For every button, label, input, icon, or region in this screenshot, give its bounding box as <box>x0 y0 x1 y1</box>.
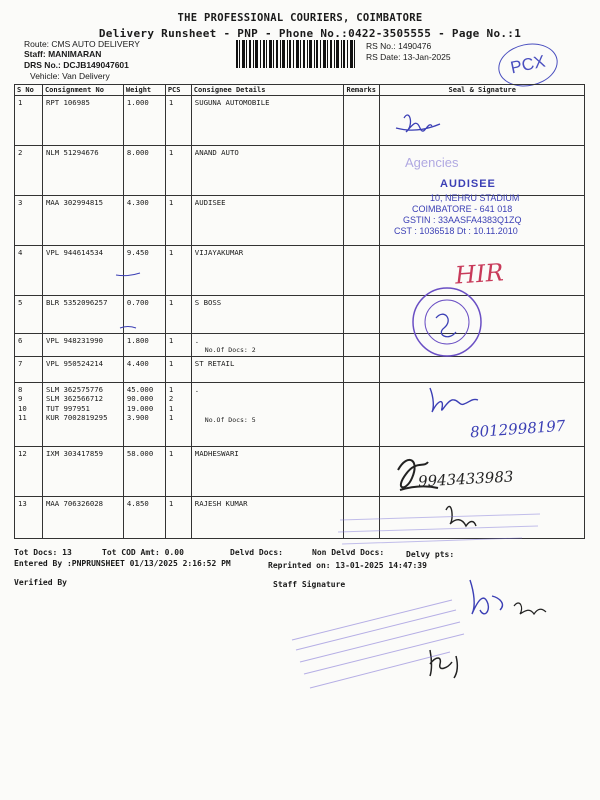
cell-consignment-value: TUT 997951 <box>45 403 90 413</box>
cell-pcs <box>165 246 191 296</box>
cell-weight <box>123 246 165 296</box>
col-consignment: Consignment No <box>42 85 123 96</box>
cell-consignee <box>191 356 344 382</box>
cell-consignment-value: KUR 7002819295 <box>45 413 108 422</box>
cell-consignment <box>42 356 123 382</box>
cell-consignment <box>42 246 123 296</box>
staff-label: Staff: MANIMARAN <box>24 49 102 59</box>
cell-sno-value: 5 <box>18 298 23 307</box>
consignee-name: RAJESH KUMAR <box>194 498 248 508</box>
cell-consignment-value: BLR 5352096257 <box>45 298 108 307</box>
col-remarks: Remarks <box>344 85 380 96</box>
cell-pcs-value: 1 <box>168 248 174 257</box>
non-delvd-docs: Non Delvd Docs: <box>312 548 385 557</box>
cell-pcs <box>165 356 191 382</box>
cell-pcs-value: 1 <box>168 358 174 368</box>
cell-weight-value: 58.000 <box>126 448 154 458</box>
cell-pcs <box>165 446 191 496</box>
staff-signature-2 <box>514 603 546 614</box>
cell-consignee <box>191 196 344 246</box>
table-row <box>15 96 585 146</box>
cell-consignment-value: SLM 362575776 <box>45 384 104 394</box>
reprinted-on: Reprinted on: 13-01-2025 14:47:39 <box>268 561 427 570</box>
cell-weight-value: 4.400 <box>126 358 149 368</box>
consignee-name: . <box>194 384 200 394</box>
cell-sno <box>15 446 43 496</box>
delvd-docs: Delvd Docs: <box>230 548 283 557</box>
consignee-name: AUDISEE <box>194 198 226 207</box>
cell-consignment-value: SLM 362566712 <box>45 394 104 403</box>
cell-consignment <box>42 496 123 538</box>
cell-remarks <box>344 146 380 196</box>
cell-weight-value: 8.000 <box>126 148 149 157</box>
cell-weight <box>123 146 165 196</box>
audisee-stamp-addr2: COIMBATORE - 641 018 <box>412 204 513 214</box>
cell-sno-value: 3 <box>18 198 23 207</box>
cell-consignment <box>42 382 123 446</box>
consignee-name: . <box>194 336 200 345</box>
cell-consignee <box>191 382 344 446</box>
cell-weight-value: 90.000 <box>126 394 154 403</box>
cell-pcs-value: 1 <box>168 384 174 394</box>
cell-consignment-value: NLM 51294676 <box>45 148 99 157</box>
cell-sno <box>15 356 43 382</box>
cell-pcs-value: 1 <box>168 448 174 458</box>
staff-signature-1 <box>470 580 502 614</box>
cell-pcs <box>165 96 191 146</box>
cell-sno <box>15 334 43 357</box>
cell-consignment <box>42 96 123 146</box>
staff-signature-label: Staff Signature <box>273 580 346 589</box>
audisee-stamp-cst: CST : 1036518 Dt : 10.11.2010 <box>394 226 518 236</box>
cell-consignment-value: VPL 944614534 <box>45 248 104 257</box>
cell-sno <box>15 496 43 538</box>
cell-sno <box>15 146 43 196</box>
handwritten-phone-row8: 8012998197 <box>469 416 566 442</box>
col-sno: S No <box>15 85 43 96</box>
cell-signature <box>380 96 585 146</box>
cell-consignment <box>42 196 123 246</box>
pcx-stamp: PCX <box>494 38 561 92</box>
cell-pcs-value: 1 <box>168 148 174 157</box>
cell-weight <box>123 356 165 382</box>
audisee-stamp-addr1: 10, NEHRU STADIUM <box>430 193 520 203</box>
cell-weight-value: 1.800 <box>126 336 149 345</box>
consignee-name: ANAND AUTO <box>194 148 239 157</box>
cell-consignee <box>191 334 344 357</box>
cell-pcs-value: 1 <box>168 413 174 422</box>
cell-consignee <box>191 446 344 496</box>
table-row <box>15 356 585 382</box>
cell-consignment <box>42 334 123 357</box>
docs-count: No.Of Docs: 5 <box>204 416 256 424</box>
verified-by: Verified By <box>14 578 67 587</box>
cell-sno-value: 4 <box>18 248 23 257</box>
cell-consignee <box>191 496 344 538</box>
cell-sno-value: 1 <box>18 98 23 107</box>
handwritten-phone-row12: 9943433983 <box>417 467 514 491</box>
cell-pcs-value: 1 <box>168 98 174 107</box>
rs-number: RS No.: 1490476 <box>366 41 432 51</box>
cell-weight-value: 4.300 <box>126 198 149 207</box>
table-row <box>15 334 585 357</box>
cell-sno-value: 12 <box>18 448 27 458</box>
cell-pcs <box>165 382 191 446</box>
col-consignee: Consignee Details <box>191 85 344 96</box>
consignee-name: ST RETAIL <box>194 358 235 368</box>
cell-sno-value: 2 <box>18 148 23 157</box>
delvy-pts: Delvy pts: <box>406 550 455 559</box>
cell-consignment-value: VPL 948231990 <box>45 336 104 345</box>
tot-docs: Tot Docs: 13 <box>14 548 72 557</box>
cell-sno-value: 8 <box>18 384 23 394</box>
cell-pcs <box>165 334 191 357</box>
cell-weight <box>123 382 165 446</box>
cell-consignment-value: MAA 302994815 <box>45 198 104 207</box>
cell-weight-value: 3.900 <box>126 413 149 422</box>
agencies-stamp: Agencies <box>405 155 459 170</box>
cell-weight-value: 1.000 <box>126 98 149 107</box>
cell-remarks <box>344 196 380 246</box>
cell-sno <box>15 382 43 446</box>
route-label: Route: CMS AUTO DELIVERY <box>24 39 140 49</box>
cell-remarks <box>344 246 380 296</box>
faded-stamp-bottom <box>292 600 464 688</box>
cell-sno <box>15 196 43 246</box>
table-row <box>15 146 585 196</box>
cell-consignee <box>191 296 344 334</box>
cell-weight <box>123 496 165 538</box>
cell-weight-value: 9.450 <box>126 248 149 257</box>
consignee-name: VIJAYAKUMAR <box>194 248 244 257</box>
vehicle-label: Vehicle: Van Delivery <box>30 71 110 81</box>
consignee-name: MADHESWARI <box>194 448 239 458</box>
cell-pcs <box>165 296 191 334</box>
cell-consignee <box>191 96 344 146</box>
handwritten-row4: HIR <box>454 258 505 290</box>
cell-pcs <box>165 196 191 246</box>
cell-signature <box>380 334 585 357</box>
cell-remarks <box>344 96 380 146</box>
cell-sno-value: 6 <box>18 336 23 345</box>
cell-remarks <box>344 334 380 357</box>
cell-weight-value: 0.700 <box>126 298 149 307</box>
cell-weight <box>123 334 165 357</box>
cell-pcs-value: 1 <box>168 198 174 207</box>
cell-remarks <box>344 496 380 538</box>
table-row <box>15 496 585 538</box>
cell-consignment-value: RPT 106985 <box>45 98 90 107</box>
cell-pcs-value: 1 <box>168 403 174 413</box>
cell-consignee <box>191 246 344 296</box>
cell-weight-value: 19.000 <box>126 403 154 413</box>
col-signature: Seal & Signature <box>380 85 585 96</box>
cell-remarks <box>344 446 380 496</box>
cell-sno <box>15 96 43 146</box>
table-row <box>15 296 585 334</box>
docs-count: No.Of Docs: 2 <box>204 345 256 354</box>
cell-remarks <box>344 356 380 382</box>
cell-weight-value: 4.850 <box>126 498 149 508</box>
tot-cod: Tot COD Amt: 0.00 <box>102 548 184 557</box>
table-header <box>15 85 585 96</box>
cell-consignment <box>42 146 123 196</box>
cell-consignment <box>42 446 123 496</box>
cell-consignment <box>42 296 123 334</box>
cell-signature <box>380 356 585 382</box>
staff-signature-3 <box>430 650 457 678</box>
cell-signature <box>380 296 585 334</box>
entered-by: Entered By :PNPRUNSHEET 01/13/2025 2:16:52 PM <box>14 559 231 568</box>
col-weight: Weight <box>123 85 165 96</box>
audisee-stamp-name: AUDISEE <box>440 178 496 190</box>
cell-weight <box>123 96 165 146</box>
consignee-name: S BOSS <box>194 298 222 307</box>
cell-pcs-value: 1 <box>168 336 174 345</box>
col-pcs: PCS <box>165 85 191 96</box>
cell-sno-value: 10 <box>18 403 27 413</box>
cell-pcs-value: 1 <box>168 298 174 307</box>
cell-signature <box>380 496 585 538</box>
drs-number: DRS No.: DCJB149047601 <box>24 60 129 70</box>
cell-sno <box>15 296 43 334</box>
company-title: THE PROFESSIONAL COURIERS, COIMBATORE <box>177 12 423 24</box>
cell-pcs-value: 1 <box>168 498 174 508</box>
cell-remarks <box>344 296 380 334</box>
cell-pcs <box>165 496 191 538</box>
cell-pcs-value: 2 <box>168 394 174 403</box>
cell-sno-value: 9 <box>18 394 23 403</box>
consignee-name: SUGUNA AUTOMOBILE <box>194 98 270 107</box>
runsheet-title: Delivery Runsheet - PNP - Phone No.:0422-3505555 - Page No.:1 <box>98 27 522 40</box>
cell-weight <box>123 446 165 496</box>
audisee-stamp-gstin: GSTIN : 33AASFA4383Q1ZQ <box>403 215 522 225</box>
cell-consignment-value: IXM 303417859 <box>45 448 104 458</box>
cell-weight-value: 45.000 <box>126 384 154 394</box>
cell-weight <box>123 296 165 334</box>
cell-consignee <box>191 146 344 196</box>
cell-sno <box>15 246 43 296</box>
cell-sno-value: 7 <box>18 358 23 368</box>
cell-sno-value: 13 <box>18 498 27 508</box>
barcode <box>236 40 356 68</box>
cell-remarks <box>344 382 380 446</box>
cell-consignment-value: MAA 706326028 <box>45 498 104 508</box>
cell-consignment-value: VPL 950524214 <box>45 358 104 368</box>
cell-sno-value: 11 <box>18 413 27 422</box>
cell-pcs <box>165 146 191 196</box>
rs-date: RS Date: 13-Jan-2025 <box>366 52 451 62</box>
cell-weight <box>123 196 165 246</box>
